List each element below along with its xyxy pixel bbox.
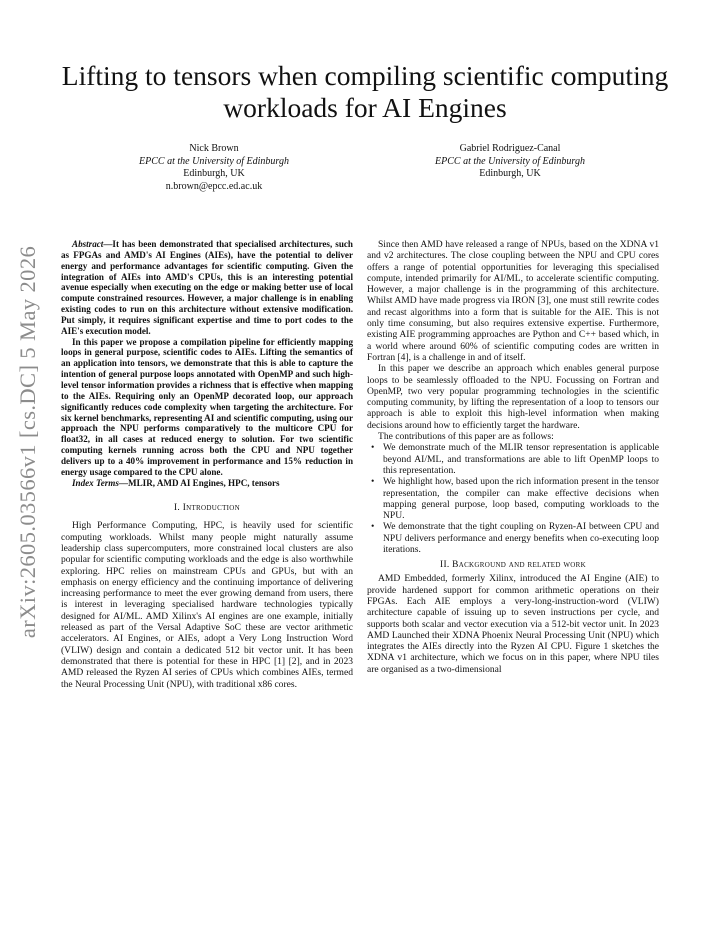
contributions-list [367,442,659,555]
abstract-text-1: —It has been demonstrated that specialised architectures, such as FPGAs and AMD's AI Engines (AIEs), have the potential to deliver energy and performance advantages for scientific computing. Given the integration of AIEs into AMD's CPUs, this is an interesting potential avenue especially when executing on the edge or making better use of local compute constrained resources. However, a major challenge is in enabling existing codes to run on this architecture without extensive modification. Put simply, it requires significant expertise and time to port codes to the AIE's execution model. [61,239,353,336]
left-column [61,239,353,690]
abstract-paragraph-2: In this paper we propose a compilation pipeline for efficiently mapping loops in general purpose, scientific codes to AIEs. Lifting the semantics of an application into tensors, we demonstrate that this is able to capture the intention of general purpose loops annotated with OpenMP and such high-level tensor information provides a richness that is effective when mapping to the AIEs. Requiring only an OpenMP decorated loop, our approach significantly reduces code complexity when targeting the architecture. For six kernel benchmarks, representing AI and scientific computing, using our approach the NPU performs comparatively to the multicore CPU for float32, in all cases at reduced energy to solution. For two scientific computing kernels running across both the CPU and NPU together delivers up to a 40% improvement in performance and 15% reduction in energy usage compared to the CPU alone. [61,336,353,477]
list-item: • We demonstrate much of the MLIR tensor representation is applicable beyond AI/ML, and transformations are able to lift OpenMP loops to this representation. [383,442,659,476]
author-affiliation: EPCC at the University of Edinburgh [139,155,289,167]
list-item: • We highlight how, based upon the rich information present in the tensor representation, the compiler can make effective decisions when mapping general purpose, loop based, computing workloads to the NPU. [383,476,659,521]
background-paragraph-1: AMD Embedded, formerly Xilinx, introduced the AI Engine (AIE) to provide hardened support for common arithmetic operations on their FPGAs. Each AIE employs a very-long-instruction-word (VLIW) architecture capable of issuing up to seven instructions per cycle, and supports both scalar and vector execution via a 512-bit vector unit. In 2023 AMD Launched their XDNA Phoenix Neural Processing Unit (NPU) which integrates the AIEs directly into the Ryzen AI CPU. Figure 1 sketches the XDNA v1 architecture, which we focus on in this paper, where NPU tiles are organised as a two-dimensional [367,573,659,675]
index-terms-label: Index Terms [72,477,119,488]
right-column [367,239,659,675]
author-location: Edinburgh, UK [183,168,245,180]
intro-paragraph-1: High Performance Computing, HPC, is heavily used for scientific computing workloads. Whilst many people might naturally assume leadership class supercomputers, more constrained local clusters are also popular for scientific computing workloads and the edge is also worthwhile exploring. HPC relies on mainstream CPUs and GPUs, but with an emphasis on energy efficiency and the continuing importance of delivering increasing performance to meet the ever growing demand from users, there is interest in leveraging specialised hardware technologies typically designed for AI/ML. AMD Xilinx's AI engines are one example, initially released as part of the Versal Adaptive SoC these are vector arithmetic accelerators. AI Engines, or AIEs, adopt a Very Long Instruction Word (VLIW) design and contain a dedicated 512 bit vector unit. It has been demonstrated that there is potential for these in HPC [1] [2], and in 2023 AMD released the Ryzen AI series of CPUs which combines AIEs, termed the Neural Processing Unit (NPU), with traditional x86 cores. [61,520,353,690]
body-paragraph-2: In this paper we describe an approach which enables general purpose loops to be seamlessly offloaded to the NPU. Focussing on Fortran and OpenMP, two very popular programming technologies in the scientific computing community, by lifting the representation of a loop to tensors our approach is able to exploit this high-level information when making decisions around how to efficiently target the hardware. [367,363,659,431]
arxiv-identifier-margin [8,232,48,652]
author-block [60,143,670,203]
author-2 [370,143,650,181]
list-item: • We demonstrate that the tight coupling on Ryzen-AI between CPU and NPU delivers performance and energy benefits when co-executing loop iterations. [383,521,659,555]
author-affiliation: EPCC at the University of Edinburgh [435,155,585,167]
section-heading-introduction: I. Introduction [174,503,240,514]
body-paragraph-3: The contributions of this paper are as follows: [378,431,554,443]
author-1 [74,143,354,193]
author-email: n.brown@epcc.ed.ac.uk [165,180,263,192]
author-name: Gabriel Rodriguez-Canal [459,143,561,154]
body-paragraph-1: Since then AMD have released a range of NPUs, based on the XDNA v1 and v2 architectures. The close coupling between the NPU and CPU cores offers a range of potential opportunities for leveraging this specialised compute, intended primarily for AI/ML, to accelerate scientific computing. However, a major challenge is in the programming of this architecture. Whilst AMD have made progress via IRON [3], one must still rewrite codes and recast algorithms into a form that is suitable for the AIE. This is not only time consuming, but also requires extensive expertise. Furthermore, existing AIE programming approaches are Python and C++ based which, in a world where around 60% of scientific computing codes are written in Fortran [4], is a challenge in and of itself. [367,239,659,363]
author-name: Nick Brown [189,143,239,154]
author-location: Edinburgh, UK [479,168,541,180]
index-terms [61,478,353,489]
index-terms-text: —MLIR, AMD AI Engines, HPC, tensors [118,477,280,488]
abstract-paragraph-1 [61,239,353,337]
paper-title: Lifting to tensors when compiling scientific computing workloads for AI Engines [61,60,669,123]
abstract-label: Abstract [72,239,104,249]
arxiv-identifier: arXiv:2605.03566v1 [cs.DC] 5 May 2026 [15,245,41,639]
section-heading-background: II. Background and related work [440,560,586,571]
